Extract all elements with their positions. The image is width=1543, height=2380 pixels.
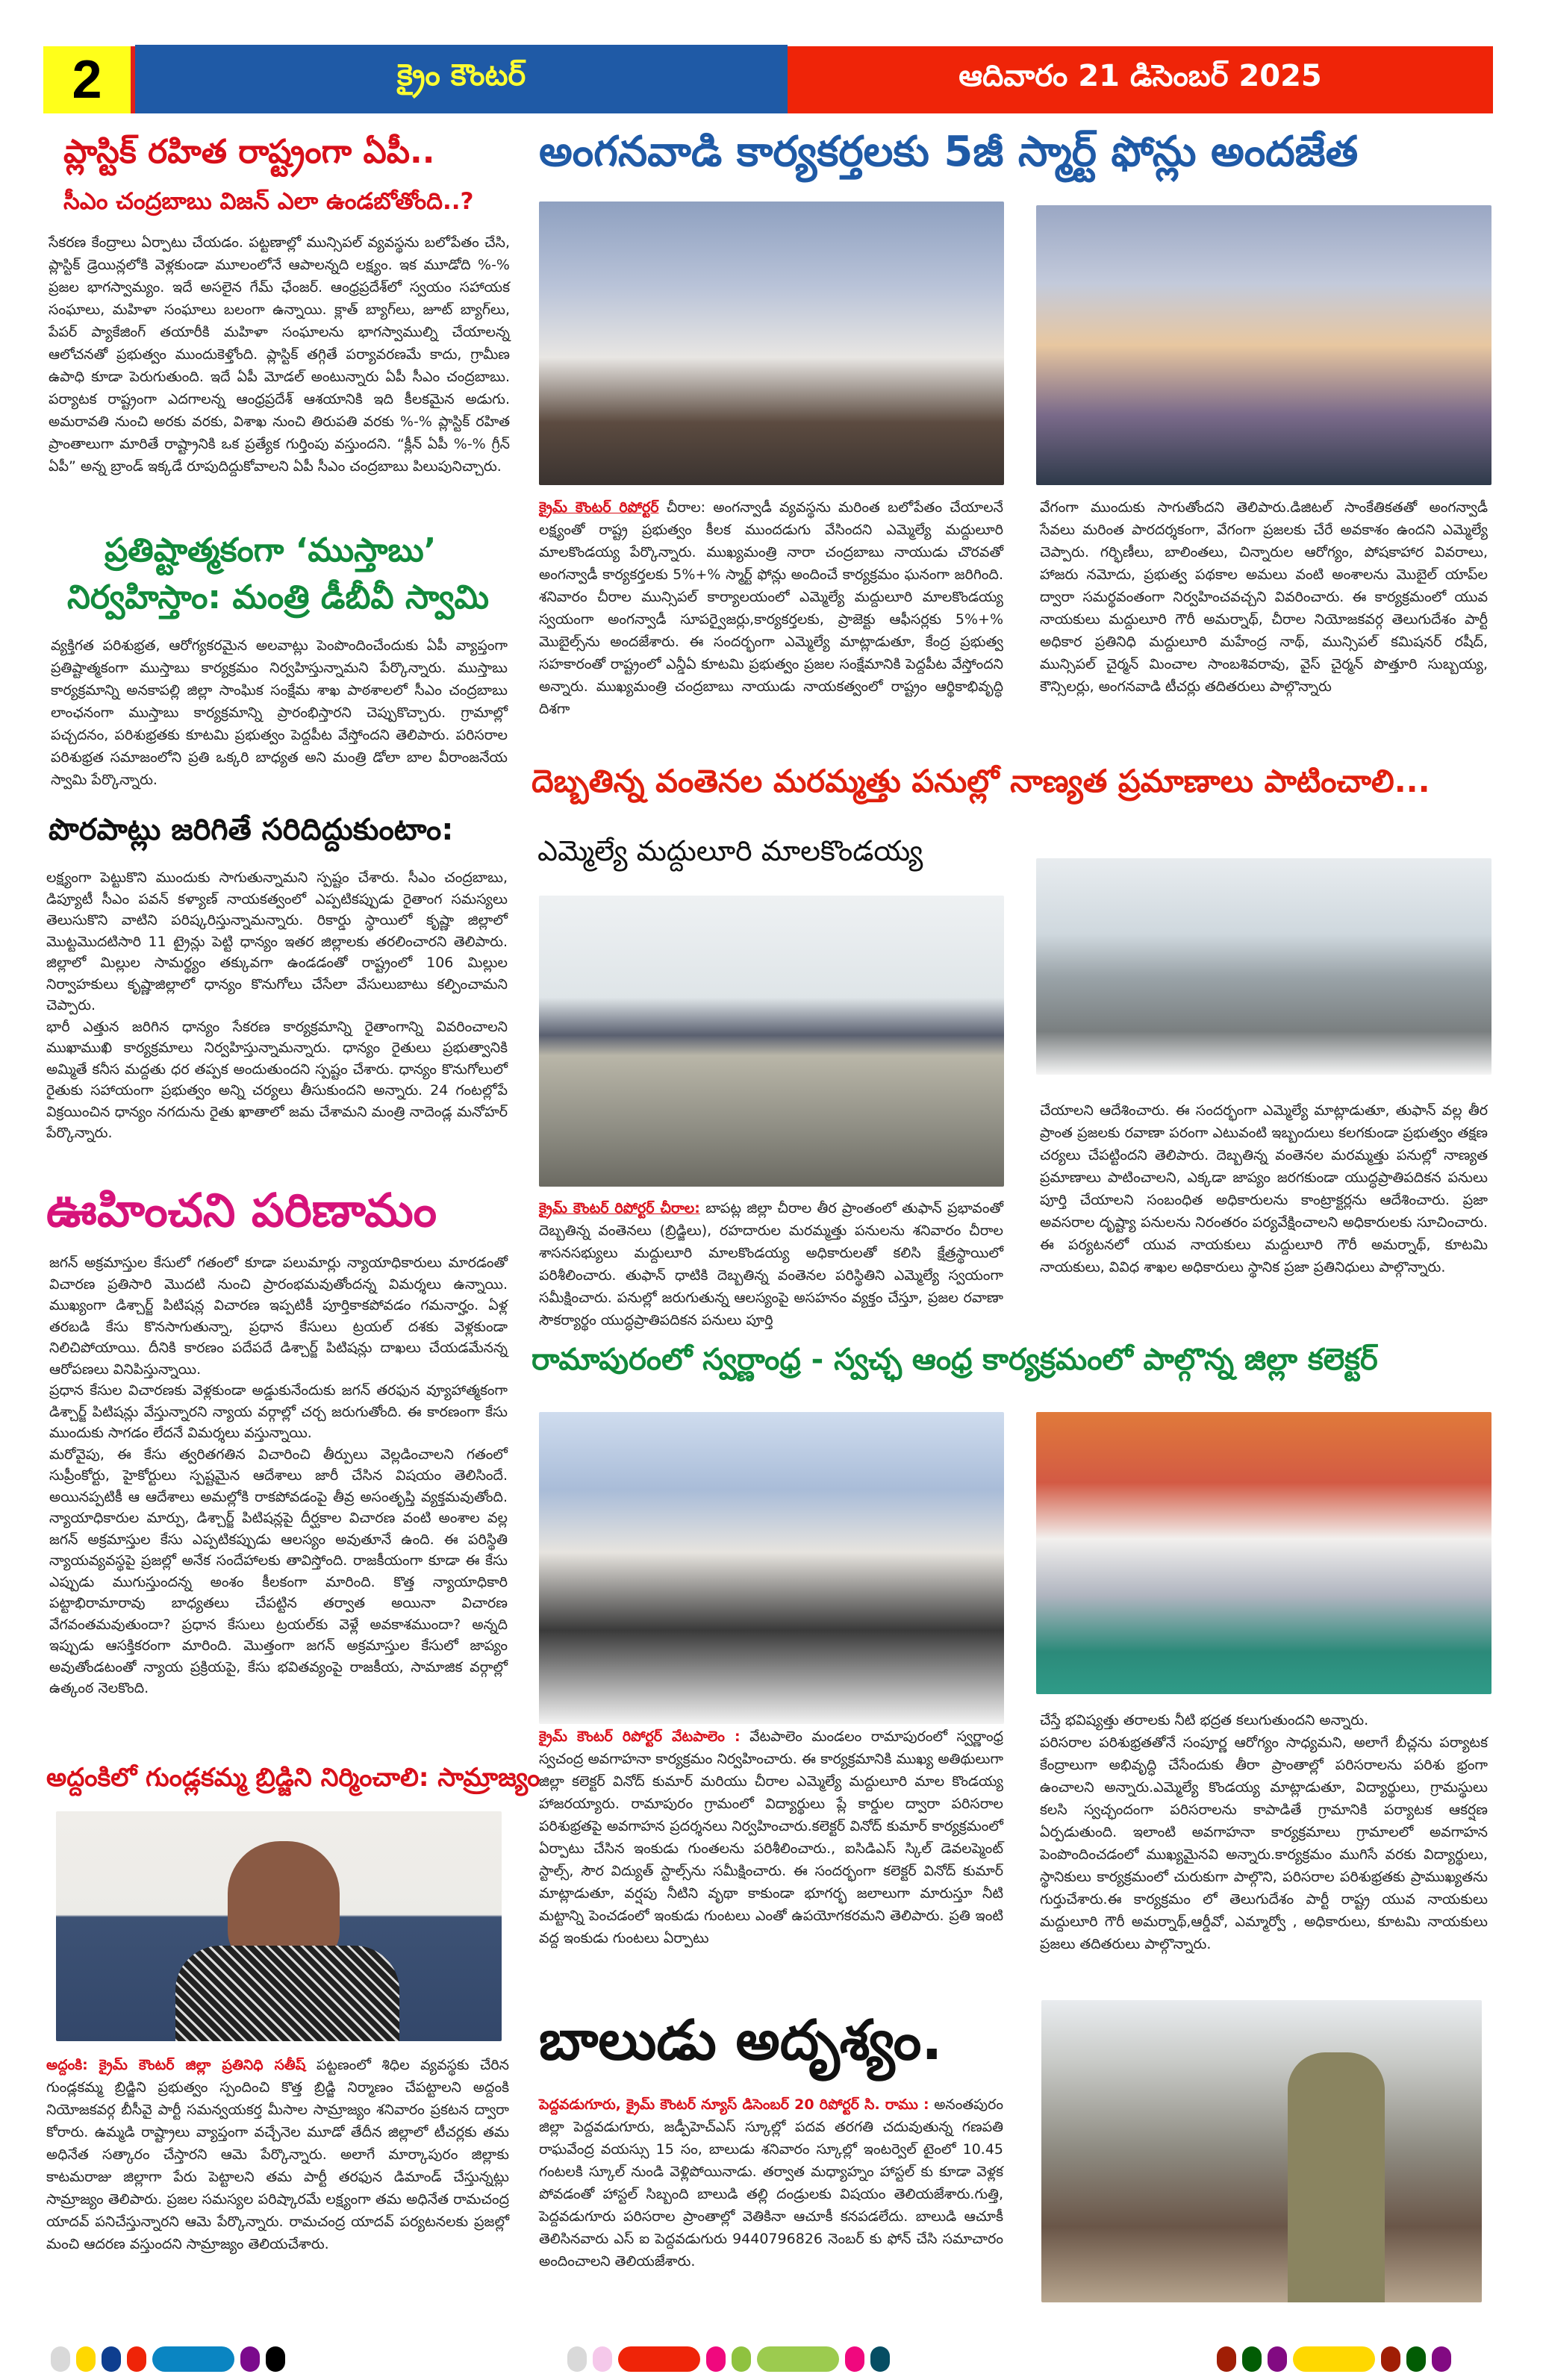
register-mark xyxy=(567,2346,587,2372)
plastic-body: సేకరణ కేంద్రాలు ఏర్పాటు చేయడం. పట్టణాల్లో మున్సిపల్ వ్యవస్థను బలోపేతం చేసి, ప్లాస్టిక్ డ్రెయిన్లలోకి వెళ్లకుండా మూలంలోనే ఆపాలన్నది లక్ష్యం. ఇక మూడోది %-% ప్రజల భాగస్వామ్యం. ఇదే అసలైన గేమ్ ఛేంజర్. ఆంధ్రప్రదేశ్‌లో స్వయం సహాయక సంఘాలు, మహిళా సంఘాలు బలంగా ఉన్నాయి. క్లాత్ బ్యాగ్‌లు, జూట్ బ్యాగ్‌లు, పేపర్ ప్యాకేజింగ్ తయారీకి మహిళా సంఘాలను భాగస్వాముల్ని చేయాలన్న ఆలోచనతో ప్రభుత్వం ముందుకెళ్తోంది. ప్లాస్టిక్ తగ్గితే పర్యావరణమే కాదు, గ్రామీణ ఉపాధి కూడా పెరుగుతుంది. ఇదే ఏపీ మోడల్ అంటున్నారు ఏపీ సీఎం చంద్రబాబు. పర్యాటక రాష్ట్రంగా ఎదగాలన్న ఆంధ్రప్రదేశ్ ఆశయానికి ఇది కీలకమైన అడుగు. అమరావతి నుంచి అరకు వరకు, విశాఖ నుంచి తిరుపతి వరకు %-% ప్లాస్టిక్ రహిత ప్రాంతాలుగా మారితే రాష్ట్రానికి ఒక ప్రత్యేక గుర్తింపు వస్తుందని. “క్లీన్ ఏపీ %-% గ్రీన్ ఏపీ” అన్న బ్రాండ్ ఇక్కడే రూపుదిద్దుకోవాలని ఏపీ సీఎం చంద్రబాబు పిలుపునిచ్చారు. xyxy=(49,234,510,475)
anganwadi-headline: అంగనవాడి కార్యకర్తలకు 5జీ స్మార్ట్ ఫోన్లు అందజేత xyxy=(539,128,1359,176)
photo-collector-stage xyxy=(1036,1412,1491,1694)
addanki-headline: అద్దంకిలో గుండ్లకమ్మ బ్రిడ్జిని నిర్మించాలి: సామ్రాజ్యం xyxy=(46,1763,540,1793)
register-mark xyxy=(102,2346,121,2372)
bridges-text-left: బాపట్ల జిల్లా చీరాల తీర ప్రాంతంలో తుఫాన్ ప్రభావంతో దెబ్బతిన్న వంతెనలు (బ్రిడ్జిలు), రహదారుల మరమ్మత్తు పనులను శనివారం చీరాల శాసనసభ్యులు మద్దులూరి మాలకొండయ్య అధికారులతో కలిసి క్షేత్రస్థాయిలో పరిశీలించారు. తుఫాన్ ధాటికి దెబ్బతిన్న వంతెనల పరిస్థితిని ఎమ్మెల్యే స్వయంగా సమీక్షించారు. పనుల్లో జరుగుతున్న ఆలస్యంపై అసహనం వ్యక్తం చేస్తూ, ప్రజల రవాణా సౌకర్యార్థం యుద్ధప్రాతిపదికన పనులు పూర్తి xyxy=(539,1200,1003,1328)
ramapuram-headline: రామాపురంలో స్వర్ణాంధ్ర - స్వచ్ఛ ఆంధ్ర కార్యక్రమంలో పాల్గొన్న జిల్లా కలెక్టర్ xyxy=(532,1343,1378,1377)
newspaper-title: క్రైం కౌంటర్ xyxy=(135,45,788,113)
photo-boy-figure xyxy=(1288,2052,1385,2302)
register-mark xyxy=(1293,2346,1375,2372)
register-mark xyxy=(593,2346,612,2372)
plastic-subheadline: సీఎం చంద్రబాబు విజన్ ఎలా ఉండబోతోంది..? xyxy=(63,188,474,215)
bridges-byline: క్రైమ్ కౌంటర్ రిపోర్టర్ చీరాల: xyxy=(539,1200,700,1216)
plastic-headline: ప్లాస్టిక్ రహిత రాష్ట్రంగా ఏపీ.. xyxy=(63,133,435,171)
register-mark xyxy=(706,2346,726,2372)
missing-boy-byline: పెద్దవడుగూరు, క్రైమ్ కౌంటర్ న్యూస్ డిసెంబర్ 20 రిపోర్టర్ సి. రాము : xyxy=(539,2096,929,2113)
register-mark xyxy=(76,2346,96,2372)
missing-boy-text: అనంతపురం జిల్లా పెద్దవడుగూరు, జడ్పీహెచ్ఎస్ స్కూల్లో పదవ తరగతి చదువుతున్న గణపతి రాఘవేంద్ర వయస్సు 15 సం, బాలుడు శనివారం స్కూల్లో ఇంటర్వెల్ టైంలో 10.45 గంటలకి స్కూల్ నుండి వెళ్లిపోయినాడు. తర్వాత మధ్యాహ్నం హాస్టల్ కు కూడా వెళ్లక పోవడంతో హాస్టల్ సిబ్బంది బాలుడి తల్లి దండ్రులకు విషయం తెలియజేశారు.గుత్తి, పెద్దవడుగూరు పరిసరాల ప్రాంతాల్లో వెతికినా ఆచూకీ కనపడలేదు. బాలుడి ఆచూకీ తెలిసినవారు ఎస్ ఐ పెద్దవడుగురు 9440796826 నెంబర్ కు ఫోన్ చేసి సమాచారం అందించాలని తెలియజేశారు. xyxy=(539,2096,1004,2270)
bridges-body-right: చేయాలని ఆదేశించారు. ఈ సందర్భంగా ఎమ్మెల్యే మాట్లాడుతూ, తుఫాన్ వల్ల తీర ప్రాంత ప్రజలకు రవాణా పరంగా ఎటువంటి ఇబ్బందులు కలగకుండా ప్రభుత్వం తక్షణ చర్యలు చేపట్టిందని తెలిపారు. దెబ్బతిన్న వంతెనల మరమ్మత్తు పనుల్లో నాణ్యత ప్రమాణాలు పాటించాలని, ఎక్కడా జాప్యం జరగకుండా యుద్ధప్రాతిపదికన పనులు పూర్తి చేయాలని సంబంధిత అధికారులను కాంట్రాక్టర్లను ఆదేశించారు. ప్రజా అవసరాల దృష్ట్యా పనులను నిరంతరం పర్యవేక్షించాలని అధికారులకు సూచించారు. ఈ పర్యటనలో యువ నాయకులు మద్దులూరి గౌరీ అమర్నాథ్, కూటమి నాయకులు, వివిధ శాఖల అధికారులు స్థానిక ప్రజా ప్రతినిధులు పాల్గొన్నారు. xyxy=(1040,1102,1488,1275)
color-register-marks-right xyxy=(1217,2346,1451,2372)
photo-collector-bouquet xyxy=(539,1412,1004,1724)
unexpected-paragraph: మరోవైపు, ఈ కేసు త్వరితగతిన విచారించి తీర్పులు వెల్లడించాలని గతంలో సుప్రీంకోర్టు, హైకోర్టులు స్పష్టమైన ఆదేశాలు జారీ చేసిన విషయం తెలిసిందే. అయినప్పటికీ ఆ ఆదేశాలు అమల్లోకి రాకపోవడంపై తీవ్ర అసంతృప్తి వ్యక్తమవుతోంది. న్యాయాధికారుల మార్పు, డిశ్చార్జ్ పిటిషన్లపై దీర్ఘకాల విచారణ వంటి అంశాల వల్ల జగన్ అక్రమాస్తుల కేసు ఎప్పటికప్పుడు ఆలస్యం అవుతూనే ఉంది. ఈ పరిస్థితి న్యాయవ్యవస్థపై ప్రజల్లో అనేక సందేహాలకు తావిస్తోంది. రాజకీయంగా కూడా ఈ కేసు ఎప్పుడు ముగుస్తుందన్న అంశం కీలకంగా మారింది. కొత్త న్యాయాధికారి పట్టాభిరామారావు బాధ్యతలు చేపట్టిన తర్వాత అయినా విచారణ వేగవంతమవుతుందా? ప్రధాన కేసులు ట్రయల్‌కు వెళ్లే అవకాశముందా? అన్నది ఇప్పుడు ఆసక్తికరంగా మారింది. మొత్తంగా జగన్ అక్రమాస్తుల కేసులో జాప్యం అవుతోండటంతో న్యాయ ప్రక్రియపై, కేసు భవితవ్యంపై రాజకీయ, సామాజిక వర్గాల్లో ఉత్కంఠ నెలకొంది. xyxy=(49,1446,508,1696)
mistakes-headline: పొరపాట్లు జరిగితే సరిదిద్దుకుంటాం: xyxy=(49,813,454,847)
register-mark xyxy=(51,2346,70,2372)
register-mark xyxy=(1432,2346,1451,2372)
ramapuram-byline: క్రైమ్ కౌంటర్ రిపోర్టర్ వేటపాలెం : xyxy=(539,1728,741,1745)
bridges-subheadline: ఎమ్మెల్యే మద్దులూరి మాలకొండయ్య xyxy=(537,834,923,867)
bridges-headline: దెబ్బతిన్న వంతెనల మరమ్మత్తు పనుల్లో నాణ్యత ప్రమాణాలు పాటించాలి... xyxy=(532,763,1430,799)
anganwadi-text-left: చీరాల: అంగన్వాడీ వ్యవస్థను మరింత బలోపేతం చేయాలనే లక్ష్యంతో రాష్ట్ర ప్రభుత్వం కీలక ముందడుగు వేసిందని ఎమ్మెల్యే మద్దులూరి మాలకొండయ్య పేర్కొన్నారు. ముఖ్యమంత్రి నారా చంద్రబాబు నాయుడు చొరవతో అంగన్వాడీ కార్యకర్తలకు 5%+% స్మార్ట్ ఫోన్లు అందించే కార్యక్రమం ఘనంగా జరిగింది. శనివారం చీరాల మున్సిపల్ కార్యాలయంలో ఎమ్మెల్యే మద్దులూరి మాలకొండయ్య స్వయంగా అంగన్వాడీ సూపర్వైజర్లు,కార్యకర్తలకు, ప్రాజెక్టు ఆఫీసర్లకు 5%+% మొబైల్స్‌ను అందజేశారు. ఈ సందర్భంగా ఎమ్మెల్యే మాట్లాడుతూ, కేంద్ర ప్రభుత్వ సహకారంతో రాష్ట్రంలో ఎన్డీఏ కూటమి ప్రభుత్వం ప్రజల సంక్షేమానికి పెద్దపీట వేస్తోందని అన్నారు. ముఖ్యమంత్రి చంద్రబాబు నాయుడు నాయకత్వంలో రాష్ట్రం ఆర్థికాభివృద్ధి దిశగా xyxy=(539,499,1004,717)
bridges-body-left xyxy=(539,1197,1003,1331)
addanki-body xyxy=(46,2054,509,2255)
anganwadi-body-left xyxy=(539,496,1003,720)
photo-anganwadi-phones-2 xyxy=(1036,205,1491,485)
register-mark xyxy=(1268,2346,1287,2372)
mistakes-paragraph: భారీ ఎత్తున జరిగిన ధాన్యం సేకరణ కార్యక్రమాన్ని రైతాంగాన్ని వివరించాలని ముఖాముఖి కార్యక్రమాలు నిర్వహిస్తున్నామన్నారు. ధాన్యం రైతులు ప్రభుత్వానికి అమ్మితే కనీస మద్దతు ధర తప్పక అందుతుందని స్పష్టం చేశారు. ధాన్యం కొనుగోలులో రైతుకు సహాయంగా ప్రభుత్వం అన్ని చర్యలు తీసుకుందని అన్నారు. 24 గంటల్లోపే విక్రయించిన ధాన్యం నగదును రైతు ఖాతాలో జమ చేశామని మంత్రి నాదెండ్ల మనోహర్ పేర్కొన్నారు. xyxy=(46,1018,508,1141)
register-mark xyxy=(757,2346,839,2372)
photo-missing-boy xyxy=(1041,2000,1482,2302)
page-number: 2 xyxy=(43,46,135,113)
ramapuram-body-left xyxy=(539,1725,1003,1949)
anganwadi-byline: క్రైమ్ కౌంటర్ రిపోర్టర్ xyxy=(539,499,659,516)
photo-samrajyam xyxy=(56,1811,502,2041)
register-mark xyxy=(1381,2346,1400,2372)
ramapuram-text-left: వేటపాలెం మండలం రామాపురంలో స్వర్ణాంధ్ర స్వచంద్ర అవగాహనా కార్యక్రమం నిర్వహించారు. ఈ కార్యక్రమానికి ముఖ్య అతిథులుగా జిల్లా కలెక్టర్ వినోద్ కుమార్ మరియు చీరాల ఎమ్మెల్యే మద్దులూరి మాల కొండయ్య హాజరయ్యారు. రామాపురం గ్రామంలో విద్యార్థులు ప్లే కార్డుల ద్వారా పరిసరాల పరిశుభ్రతపై అవగాహన ప్రదర్శనలు నిర్వహించారు.కలెక్టర్ వినోద్ కుమార్ కార్యక్రమంలో ఏర్పాటు చేసిన ఇంకుడు గుంతలను పరిశీలించారు., ఐసిడిఎస్ స్కిల్ డెవలప్మెంట్ స్టాల్స్, సౌర విద్యుత్ స్టాల్స్‌ను సమీక్షించారు. ఈ సందర్భంగా కలెక్టర్ వినోద్ కుమార్ మాట్లాడుతూ, వర్షపు నీటిని వృథా కాకుండా భూగర్భ జలాలుగా మారుస్తూ నీటి మట్టాన్ని పెంచడంలో ఇంకుడు గుంటలు ఎంతో ఉపయోగకరమని తెలిపారు. ప్రతి ఇంటి వద్ద ఇంకుడు గుంటలు ఏర్పాటు xyxy=(539,1728,1003,1946)
ramapuram-body-right xyxy=(1040,1709,1488,1955)
register-mark xyxy=(1242,2346,1262,2372)
register-mark xyxy=(1217,2346,1236,2372)
register-mark xyxy=(240,2346,260,2372)
unexpected-paragraph: ప్రధాన కేసుల విచారణకు వెళ్లకుండా అడ్డుకునేందుకు జగన్ తరఫున వ్యూహాత్మకంగా డిశ్చార్జ్ పిటిషన్లు వేస్తున్నారని న్యాయ వర్గాల్లో చర్చ జరుగుతోంది. ఈ కారణంగా కేసు ముందుకు సాగడం లేదనే విమర్శలు వస్తున్నాయి. xyxy=(49,1382,508,1441)
addanki-byline: అద్దంకి: క్రైమ్ కౌంటర్ జిల్లా ప్రతినిధి సతీష్ xyxy=(46,2057,306,2073)
mustabu-headline-line1: ప్రతిష్టాత్మకంగా ‘ముస్తాబు’ xyxy=(105,531,437,569)
mistakes-body xyxy=(46,867,508,1144)
register-mark xyxy=(266,2346,285,2372)
unexpected-body xyxy=(49,1252,508,1699)
color-register-marks-middle xyxy=(567,2346,890,2372)
photo-figure-saree xyxy=(175,1946,399,2041)
mustabu-body: వ్యక్తిగత పరిశుభ్రత, ఆరోగ్యకరమైన అలవాట్లు పెంపొందించేందుకు ఏపీ వ్యాప్తంగా ప్రతిష్టాత్మకంగా ముస్తాబు కార్యక్రమం నిర్వహిస్తున్నామని పేర్కొన్నారు. ముస్తాబు కార్యక్రమాన్ని అనకాపల్లి జిల్లా సాంఘిక సంక్షేమ శాఖ పాఠశాలలో సీఎం చంద్రబాబు లాంఛనంగా ముస్తాబు కార్యక్రమాన్ని ప్రారంభిస్తారని చెప్పుకొచ్చారు. గ్రామాల్లో పచ్చదనం, పరిశుభ్రతకు కూటమి ప్రభుత్వం పెద్దపీట వేస్తోందని తెలిపారు. పరిసరాల పరిశుభ్రత సమాజంలోని ప్రతి ఒక్కరి బాధ్యత అని మంత్రి డోలా బాల వీరాంజనేయ స్వామి పేర్కొన్నారు. xyxy=(51,637,508,788)
mistakes-paragraph: లక్ష్యంగా పెట్టుకొని ముందుకు సాగుతున్నామని స్పష్టం చేశారు. సీఎం చంద్రబాబు, డిప్యూటీ సీఎం పవన్ కళ్యాణ్ నాయకత్వంలో ఎప్పటికప్పుడు రైతాంగ సమస్యలు తెలుసుకొని వాటిని పరిష్కరిస్తున్నామన్నారు. రికార్డు స్థాయిలో కృష్ణా జిల్లాలో మొట్టమొదటిసారి 11 ట్రైన్లు పెట్టి ధాన్యం ఇతర జిల్లాలకు తరలించారని తెలిపారు. జిల్లాలో మిల్లుల సామర్థ్యం తక్కువగా ఉండడంతో రాష్ట్రంలో 106 మిల్లుల నిర్వాహకులు కృష్ణాజిల్లాలో ధాన్యం కొనుగోలు చేసేలా వేసులుబాటు కల్పించామని చెప్పారు. xyxy=(46,869,508,1013)
addanki-text: పట్టణంలో శిధిల వ్యవస్థకు చేరిన గుండ్లకమ్మ బ్రిడ్జిని ప్రభుత్వం స్పందించి కొత్త బ్రిడ్జి నిర్మాణం చేపట్టాలని అద్దంకి నియోజకవర్గ బీసీవై పార్టీ సమన్వయకర్త మీసాల సామ్రాజ్యం శనివారం ప్రకటన ద్వారా కోరారు. ఉమ్మడి రాష్ట్రాలు వ్యాప్తంగా వచ్చేనెల మూడో తేదీన జిల్లాలో టీచర్లకు తమ అధినేత సత్కారం చేస్తారని ఆమె పేర్కొన్నారు. అలాగే మార్కాపురం జిల్లాకు కాటమరాజు జిల్లాగా పేరు పెట్టాలని తమ పార్టీ తరఫున డిమాండ్ చేస్తున్నట్లు సామ్రాజ్యం తెలిపారు. ప్రజల సమస్యల పరిష్కారమే లక్ష్యంగా తమ అధినేత రామచంద్ర యాదవ్ పనిచేస్తున్నారని ఆమె పేర్కొన్నారు. రామచంద్ర యాదవ్ పర్యటనలకు ప్రజల్లో మంచి ఆదరణ వస్తుందని సామ్రాజ్యం తెలియచేశారు. xyxy=(46,2057,509,2252)
register-mark xyxy=(1406,2346,1426,2372)
ramapuram-paragraph: చేస్తే భవిష్యత్తు తరాలకు నీటి భద్రత కలుగుతుందని అన్నారు. xyxy=(1040,1712,1369,1728)
anganwadi-body-right: వేగంగా ముందుకు సాగుతోందని తెలిపారు.డిజిటల్ సాంకేతికతతో అంగన్వాడీ సేవలు మరింత పారదర్శకంగా, వేగంగా ప్రజలకు చేరే అవకాశం ఉందని ఎమ్మెల్యే చెప్పారు. గర్భిణీలు, బాలింతలు, చిన్నారుల ఆరోగ్యం, పోషకాహార వివరాలు, హాజరు నమోదు, ప్రభుత్వ పథకాల అమలు వంటి అంశాలను మొబైల్ యాప్‌ల ద్వారా సమర్థవంతంగా నిర్వహించవచ్చని వివరించారు. ఈ కార్యక్రమంలో యువ నాయకులు మద్దులూరి గౌరీ అమర్నాథ్, చీరాల నియోజకవర్గ తెలుగుదేశం పార్టీ అధికార ప్రతినిధి మద్దులూరి మహేంద్ర నాథ్, మున్సిపల్ కమిషనర్ రషీద్, మున్సిపల్ చైర్మన్ మించాల సాంబశివరావు, వైస్ చైర్మన్ పొత్తూరి సుబ్బయ్య, కౌన్సిలర్లు, అంగనవాడి టీచర్లు తదితరులు పాల్గొన్నారు xyxy=(1040,499,1488,695)
photo-bridge-mla xyxy=(1036,858,1491,1075)
register-mark xyxy=(845,2346,864,2372)
photo-anganwadi-phones-1 xyxy=(539,202,1004,485)
register-mark xyxy=(127,2346,146,2372)
register-mark xyxy=(870,2346,890,2372)
register-mark xyxy=(618,2346,700,2372)
issue-date: ఆదివారం 21 డిసెంబర్ 2025 xyxy=(788,46,1493,113)
ramapuram-paragraph: పరిసరాల పరిశుభ్రతతోనే సంపూర్ణ ఆరోగ్యం సాధ్యమని, అలాగే బీచ్లను పర్యాటక కేంద్రాలుగా అభివృద్ధి చేసేందుకు తీరా ప్రాంతాల్లో పరిసరాలను పరిశు భ్రంగా ఉంచాలని అన్నారు.ఎమ్మెల్యే కొండయ్య మాట్లాడుతూ, విద్యార్థులు, గ్రామస్థులు కలసి స్వచ్ఛందంగా పరిసరాలను కాపాడితే గ్రామానికి పర్యాటక ఆకర్షణ ఏర్పడుతుంది. ఇలాంటి అవగాహనా కార్యక్రమాలు గ్రామాలలో అవగాహన పెంపొందించడంలో ముఖ్యమైనవి అన్నారు.కార్యక్రమం ముగిసే వరకు విద్యార్థులు, స్థానికులు కార్యక్రమంలో చురుకుగా పాల్గొని, పరిసరాల పరిశుభ్రతకు ప్రాముఖ్యతను గుర్తుచేశారు.ఈ కార్యక్రమం లో తెలుగుదేశం పార్టీ రాష్ట్ర యువ నాయకులు మద్దులూరి గౌరీ అమర్నాథ్,ఆర్డీవో, ఎమ్మార్వో , అధికారులు, కూటమి నాయకులు ప్రజలు తదితరులు పాల్గొన్నారు. xyxy=(1040,1734,1488,1952)
mustabu-headline-line2: నిర్వహిస్తాం: మంత్రి డీబీవీ స్వామి xyxy=(67,578,490,616)
photo-bridge-inspection xyxy=(539,896,1004,1187)
register-mark xyxy=(732,2346,751,2372)
register-mark xyxy=(152,2346,234,2372)
missing-boy-body xyxy=(539,2093,1003,2273)
unexpected-headline: ఊహించని పరిణామం xyxy=(46,1183,437,1237)
unexpected-paragraph: జగన్ అక్రమాస్తుల కేసులో గతంలో కూడా పలుమార్లు న్యాయాధికారులు మారడంతో విచారణ ప్రతిసారి మొదటి నుంచి ప్రారంభమవుతోందన్న విమర్శలు ఉన్నాయి. ముఖ్యంగా డిశ్చార్జ్ పిటిషన్ల విచారణ ఇప్పటికీ పూర్తికాకపోవడం గమనార్హం. ఏళ్ల తరబడి కేసు కొనసాగుతున్నా, ప్రధాన కేసులు ట్రయల్ దశకు వెళ్లకుండా నిలిచిపోయాయి. దీనికి కారణం పదేపదే డిశ్చార్జ్ పిటిషన్లు దాఖలు చేయడమేనన్న ఆరోపణలు వినిపిస్తున్నాయి. xyxy=(49,1255,508,1378)
missing-boy-headline: బాలుడు అదృశ్యం. xyxy=(539,2008,943,2073)
color-register-marks-left xyxy=(51,2346,285,2372)
